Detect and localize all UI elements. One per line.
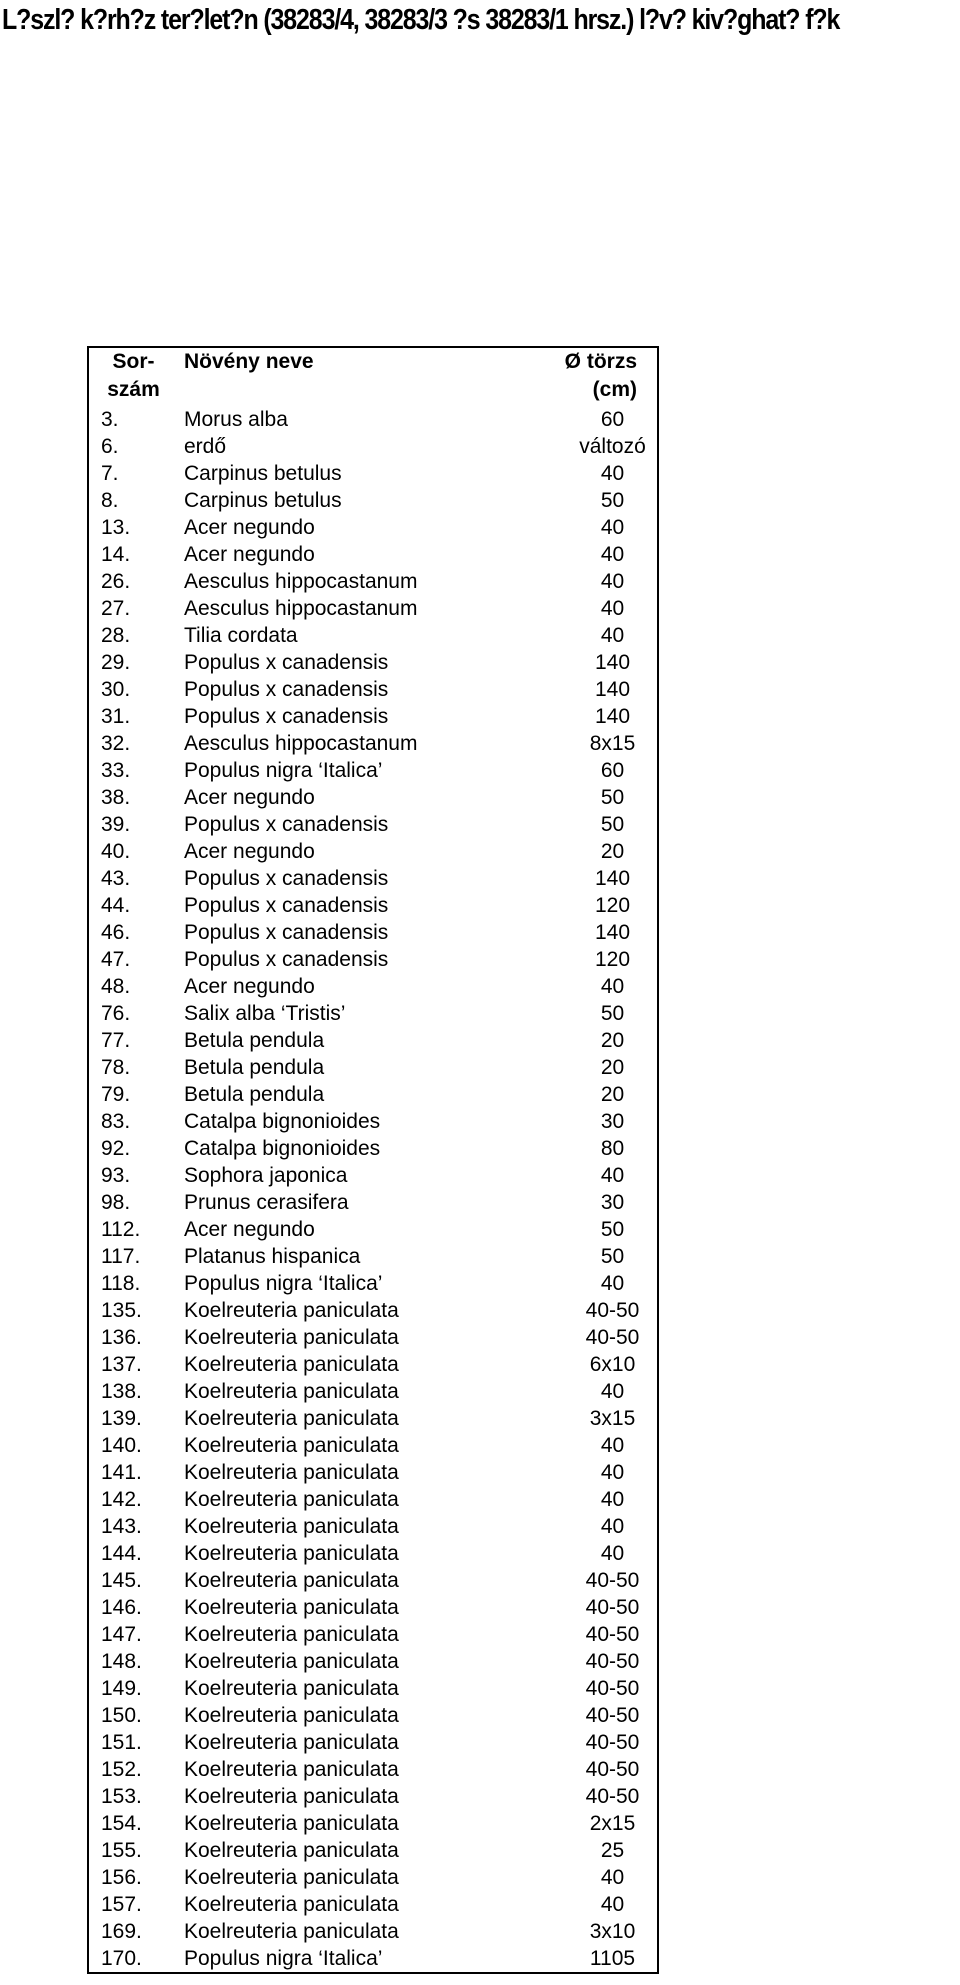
table-row bbox=[88, 433, 658, 460]
trunk-diameter: 40-50 bbox=[585, 1785, 640, 1808]
trunk-diameter: 120 bbox=[594, 894, 631, 917]
trunk-diameter: 30 bbox=[600, 1110, 625, 1133]
plant-name: Koelreuteria paniculata bbox=[184, 1461, 399, 1484]
plant-name: Populus nigra ‘Italica’ bbox=[184, 1272, 383, 1295]
trunk-diameter: 40-50 bbox=[585, 1623, 640, 1646]
trunk-diameter: 2x15 bbox=[589, 1812, 636, 1835]
trunk-diameter: 60 bbox=[600, 408, 625, 431]
row-number: 156. bbox=[101, 1866, 142, 1889]
plant-name: Betula pendula bbox=[184, 1083, 325, 1106]
trunk-diameter: 40 bbox=[600, 1542, 625, 1565]
table-row bbox=[88, 595, 658, 622]
plant-name: Sophora japonica bbox=[184, 1164, 348, 1187]
row-number: 39. bbox=[101, 813, 131, 836]
trunk-diameter: 40-50 bbox=[585, 1758, 640, 1781]
trunk-diameter: 40 bbox=[600, 1380, 625, 1403]
trunk-diameter: 40-50 bbox=[585, 1596, 640, 1619]
plant-name: Acer negundo bbox=[184, 975, 315, 998]
table-row bbox=[88, 1891, 658, 1918]
table-row bbox=[88, 1351, 658, 1378]
row-number: 27. bbox=[101, 597, 131, 620]
row-number: 43. bbox=[101, 867, 131, 890]
row-number: 145. bbox=[101, 1569, 142, 1592]
table-row bbox=[88, 973, 658, 1000]
trunk-diameter: 80 bbox=[600, 1137, 625, 1160]
table-row bbox=[88, 676, 658, 703]
plant-name: Acer negundo bbox=[184, 1218, 315, 1241]
plant-name: Acer negundo bbox=[184, 786, 315, 809]
table-row bbox=[88, 487, 658, 514]
trunk-diameter: 50 bbox=[600, 1002, 625, 1025]
trunk-diameter: 50 bbox=[600, 786, 625, 809]
table-row bbox=[88, 1702, 658, 1729]
plant-name: Populus x canadensis bbox=[184, 813, 389, 836]
row-number: 47. bbox=[101, 948, 131, 971]
table-row bbox=[88, 892, 658, 919]
row-number: 138. bbox=[101, 1380, 142, 1403]
row-number: 150. bbox=[101, 1704, 142, 1727]
plant-name: Koelreuteria paniculata bbox=[184, 1434, 399, 1457]
plant-name: Koelreuteria paniculata bbox=[184, 1758, 399, 1781]
header-row-2 bbox=[88, 376, 658, 406]
table-row bbox=[88, 514, 658, 541]
row-number: 31. bbox=[101, 705, 131, 728]
table-row bbox=[88, 1540, 658, 1567]
table-row bbox=[88, 1027, 658, 1054]
plant-name: Acer negundo bbox=[184, 543, 315, 566]
row-number: 170. bbox=[101, 1947, 142, 1970]
table-row bbox=[88, 703, 658, 730]
plant-name: Populus x canadensis bbox=[184, 678, 389, 701]
table-row bbox=[88, 1567, 658, 1594]
plant-name: Koelreuteria paniculata bbox=[184, 1353, 399, 1376]
row-number: 157. bbox=[101, 1893, 142, 1916]
trunk-diameter: 40 bbox=[600, 1461, 625, 1484]
row-number: 7. bbox=[101, 462, 119, 485]
trunk-diameter: 140 bbox=[594, 705, 631, 728]
plant-name: Carpinus betulus bbox=[184, 489, 342, 512]
plant-name: Koelreuteria paniculata bbox=[184, 1893, 399, 1916]
row-number: 136. bbox=[101, 1326, 142, 1349]
trunk-diameter: 3x10 bbox=[589, 1920, 636, 1943]
plant-name: Betula pendula bbox=[184, 1029, 325, 1052]
table-row bbox=[88, 1837, 658, 1864]
trunk-diameter: 40-50 bbox=[585, 1704, 640, 1727]
trunk-diameter: 40 bbox=[600, 1272, 625, 1295]
plant-name: Koelreuteria paniculata bbox=[184, 1866, 399, 1889]
trunk-diameter: változó bbox=[579, 435, 646, 458]
plant-name: Koelreuteria paniculata bbox=[184, 1326, 399, 1349]
plant-name: Koelreuteria paniculata bbox=[184, 1542, 399, 1565]
plant-name: Populus x canadensis bbox=[184, 651, 389, 674]
trunk-diameter: 140 bbox=[594, 651, 631, 674]
plant-name: Prunus cerasifera bbox=[184, 1191, 349, 1214]
row-number: 148. bbox=[101, 1650, 142, 1673]
tree-table bbox=[87, 346, 659, 1974]
table-row bbox=[88, 1864, 658, 1891]
table-row bbox=[88, 730, 658, 757]
plant-name: Koelreuteria paniculata bbox=[184, 1596, 399, 1619]
plant-name: Koelreuteria paniculata bbox=[184, 1650, 399, 1673]
row-number: 14. bbox=[101, 543, 131, 566]
table-row bbox=[88, 811, 658, 838]
row-number: 76. bbox=[101, 1002, 131, 1025]
table-row bbox=[88, 568, 658, 595]
table-row bbox=[88, 757, 658, 784]
row-number: 153. bbox=[101, 1785, 142, 1808]
table-header bbox=[88, 347, 658, 406]
plant-name: Koelreuteria paniculata bbox=[184, 1839, 399, 1862]
row-number: 26. bbox=[101, 570, 131, 593]
row-number: 98. bbox=[101, 1191, 131, 1214]
row-number: 77. bbox=[101, 1029, 131, 1052]
table-row bbox=[88, 1459, 658, 1486]
plant-name: Catalpa bignonioides bbox=[184, 1110, 381, 1133]
table-row bbox=[88, 1081, 658, 1108]
table-row bbox=[88, 946, 658, 973]
row-number: 155. bbox=[101, 1839, 142, 1862]
row-number: 144. bbox=[101, 1542, 142, 1565]
plant-name: Morus alba bbox=[184, 408, 288, 431]
row-number: 78. bbox=[101, 1056, 131, 1079]
table-row bbox=[88, 1432, 658, 1459]
row-number: 28. bbox=[101, 624, 131, 647]
row-number: 169. bbox=[101, 1920, 142, 1943]
row-number: 3. bbox=[101, 408, 119, 431]
header-plant-name: Növény neve bbox=[184, 350, 314, 373]
plant-name: Populus nigra ‘Italica’ bbox=[184, 759, 383, 782]
table-row bbox=[88, 1648, 658, 1675]
trunk-diameter: 40 bbox=[600, 1893, 625, 1916]
row-number: 92. bbox=[101, 1137, 131, 1160]
table-row bbox=[88, 1189, 658, 1216]
plant-name: Populus x canadensis bbox=[184, 948, 389, 971]
plant-name: Koelreuteria paniculata bbox=[184, 1569, 399, 1592]
row-number: 135. bbox=[101, 1299, 142, 1322]
table-row bbox=[88, 1675, 658, 1702]
row-number: 151. bbox=[101, 1731, 142, 1754]
plant-name: Populus x canadensis bbox=[184, 921, 389, 944]
trunk-diameter: 20 bbox=[600, 1029, 625, 1052]
plant-name: Populus x canadensis bbox=[184, 894, 389, 917]
plant-name: Populus x canadensis bbox=[184, 867, 389, 890]
plant-name: Populus x canadensis bbox=[184, 705, 389, 728]
table-row bbox=[88, 1783, 658, 1810]
trunk-diameter: 50 bbox=[600, 489, 625, 512]
table-row bbox=[88, 1108, 658, 1135]
trunk-diameter: 40 bbox=[600, 1866, 625, 1889]
trunk-diameter: 140 bbox=[594, 678, 631, 701]
table-row bbox=[88, 1594, 658, 1621]
trunk-diameter: 40 bbox=[600, 516, 625, 539]
trunk-diameter: 120 bbox=[594, 948, 631, 971]
trunk-diameter: 40 bbox=[600, 975, 625, 998]
table-row bbox=[88, 1486, 658, 1513]
plant-name: Koelreuteria paniculata bbox=[184, 1407, 399, 1430]
trunk-diameter: 3x15 bbox=[589, 1407, 636, 1430]
plant-name: Salix alba ‘Tristis’ bbox=[184, 1002, 346, 1025]
plant-name: Aesculus hippocastanum bbox=[184, 732, 418, 755]
table-row bbox=[88, 1405, 658, 1432]
row-number: 139. bbox=[101, 1407, 142, 1430]
plant-name: Catalpa bignonioides bbox=[184, 1137, 381, 1160]
row-number: 46. bbox=[101, 921, 131, 944]
plant-name: Koelreuteria paniculata bbox=[184, 1920, 399, 1943]
trunk-diameter: 40 bbox=[600, 570, 625, 593]
trunk-diameter: 40 bbox=[600, 1488, 625, 1511]
trunk-diameter: 50 bbox=[600, 1245, 625, 1268]
row-number: 33. bbox=[101, 759, 131, 782]
document-title: L?szl? k?rh?z ter?let?n (38283/4, 38283/3 ?s 38283/1 hrsz.) l?v? kiv?ghat? f?k bbox=[2, 4, 840, 36]
row-number: 38. bbox=[101, 786, 131, 809]
trunk-diameter: 25 bbox=[600, 1839, 625, 1862]
row-number: 146. bbox=[101, 1596, 142, 1619]
table-row bbox=[88, 1270, 658, 1297]
row-number: 137. bbox=[101, 1353, 142, 1376]
table-row bbox=[88, 838, 658, 865]
row-number: 143. bbox=[101, 1515, 142, 1538]
plant-name: Koelreuteria paniculata bbox=[184, 1299, 399, 1322]
trunk-diameter: 6x10 bbox=[589, 1353, 636, 1376]
table-row bbox=[88, 919, 658, 946]
trunk-diameter: 40-50 bbox=[585, 1677, 640, 1700]
header-row-1 bbox=[88, 347, 658, 376]
plant-name: Koelreuteria paniculata bbox=[184, 1812, 399, 1835]
row-number: 118. bbox=[101, 1272, 141, 1295]
table-row bbox=[88, 406, 658, 433]
table-row bbox=[88, 1243, 658, 1270]
plant-name: Populus nigra ‘Italica’ bbox=[184, 1947, 383, 1970]
row-number: 149. bbox=[101, 1677, 142, 1700]
plant-name: erdő bbox=[184, 435, 227, 458]
plant-name: Carpinus betulus bbox=[184, 462, 342, 485]
table-row bbox=[88, 865, 658, 892]
plant-name: Koelreuteria paniculata bbox=[184, 1488, 399, 1511]
trunk-diameter: 50 bbox=[600, 813, 625, 836]
plant-name: Platanus hispanica bbox=[184, 1245, 361, 1268]
trunk-diameter: 40 bbox=[600, 597, 625, 620]
trunk-diameter: 40 bbox=[600, 462, 625, 485]
table-row bbox=[88, 1324, 658, 1351]
table-row bbox=[88, 1513, 658, 1540]
row-number: 142. bbox=[101, 1488, 142, 1511]
table-row bbox=[88, 649, 658, 676]
table-row bbox=[88, 1756, 658, 1783]
trunk-diameter: 20 bbox=[600, 840, 625, 863]
row-number: 112. bbox=[101, 1218, 141, 1241]
row-number: 152. bbox=[101, 1758, 142, 1781]
table-row bbox=[88, 460, 658, 487]
table-row bbox=[88, 1297, 658, 1324]
row-number: 30. bbox=[101, 678, 131, 701]
table-row bbox=[88, 1162, 658, 1189]
table-row bbox=[88, 784, 658, 811]
row-number: 40. bbox=[101, 840, 131, 863]
trunk-diameter: 40 bbox=[600, 624, 625, 647]
table-row bbox=[88, 1918, 658, 1945]
table-body bbox=[88, 406, 658, 1973]
trunk-diameter: 40-50 bbox=[585, 1326, 640, 1349]
row-number: 93. bbox=[101, 1164, 131, 1187]
table-row bbox=[88, 1729, 658, 1756]
header-empty-cell bbox=[178, 376, 508, 406]
plant-name: Aesculus hippocastanum bbox=[184, 570, 418, 593]
plant-name: Koelreuteria paniculata bbox=[184, 1623, 399, 1646]
row-number: 13. bbox=[101, 516, 131, 539]
row-number: 117. bbox=[101, 1245, 141, 1268]
trunk-diameter: 40 bbox=[600, 543, 625, 566]
row-number: 29. bbox=[101, 651, 131, 674]
row-number: 32. bbox=[101, 732, 131, 755]
trunk-diameter: 140 bbox=[594, 921, 631, 944]
plant-name: Koelreuteria paniculata bbox=[184, 1677, 399, 1700]
plant-name: Betula pendula bbox=[184, 1056, 325, 1079]
header-number-line1: Sor- bbox=[112, 350, 155, 373]
trunk-diameter: 20 bbox=[600, 1083, 625, 1106]
trunk-diameter: 140 bbox=[594, 867, 631, 890]
header-diameter-line1: Ø törzs bbox=[564, 350, 637, 373]
plant-name: Koelreuteria paniculata bbox=[184, 1380, 399, 1403]
trunk-diameter: 20 bbox=[600, 1056, 625, 1079]
row-number: 44. bbox=[101, 894, 131, 917]
table-row bbox=[88, 1054, 658, 1081]
table-row bbox=[88, 622, 658, 649]
row-number: 141. bbox=[101, 1461, 142, 1484]
table-row bbox=[88, 541, 658, 568]
table-row bbox=[88, 1000, 658, 1027]
table-row bbox=[88, 1945, 658, 1973]
row-number: 83. bbox=[101, 1110, 131, 1133]
plant-name: Tilia cordata bbox=[184, 624, 298, 647]
table-row bbox=[88, 1216, 658, 1243]
table-row bbox=[88, 1135, 658, 1162]
plant-name: Acer negundo bbox=[184, 840, 315, 863]
trunk-diameter: 40 bbox=[600, 1164, 625, 1187]
header-diameter-line2: (cm) bbox=[592, 378, 637, 401]
row-number: 147. bbox=[101, 1623, 142, 1646]
row-number: 6. bbox=[101, 435, 119, 458]
plant-name: Koelreuteria paniculata bbox=[184, 1785, 399, 1808]
table-row bbox=[88, 1810, 658, 1837]
trunk-diameter: 50 bbox=[600, 1218, 625, 1241]
trunk-diameter: 40-50 bbox=[585, 1731, 640, 1754]
trunk-diameter: 40-50 bbox=[585, 1650, 640, 1673]
trunk-diameter: 30 bbox=[600, 1191, 625, 1214]
table-row bbox=[88, 1378, 658, 1405]
row-number: 154. bbox=[101, 1812, 142, 1835]
trunk-diameter: 40 bbox=[600, 1515, 625, 1538]
trunk-diameter: 1105 bbox=[589, 1947, 636, 1970]
trunk-diameter: 8x15 bbox=[589, 732, 636, 755]
plant-name: Koelreuteria paniculata bbox=[184, 1704, 399, 1727]
plant-name: Koelreuteria paniculata bbox=[184, 1731, 399, 1754]
trunk-diameter: 60 bbox=[600, 759, 625, 782]
row-number: 48. bbox=[101, 975, 131, 998]
plant-name: Aesculus hippocastanum bbox=[184, 597, 418, 620]
plant-name: Acer negundo bbox=[184, 516, 315, 539]
trunk-diameter: 40 bbox=[600, 1434, 625, 1457]
header-number-line2: szám bbox=[107, 378, 160, 401]
plant-name: Koelreuteria paniculata bbox=[184, 1515, 399, 1538]
trunk-diameter: 40-50 bbox=[585, 1569, 640, 1592]
row-number: 8. bbox=[101, 489, 119, 512]
trunk-diameter: 40-50 bbox=[585, 1299, 640, 1322]
row-number: 79. bbox=[101, 1083, 131, 1106]
table-row bbox=[88, 1621, 658, 1648]
row-number: 140. bbox=[101, 1434, 142, 1457]
